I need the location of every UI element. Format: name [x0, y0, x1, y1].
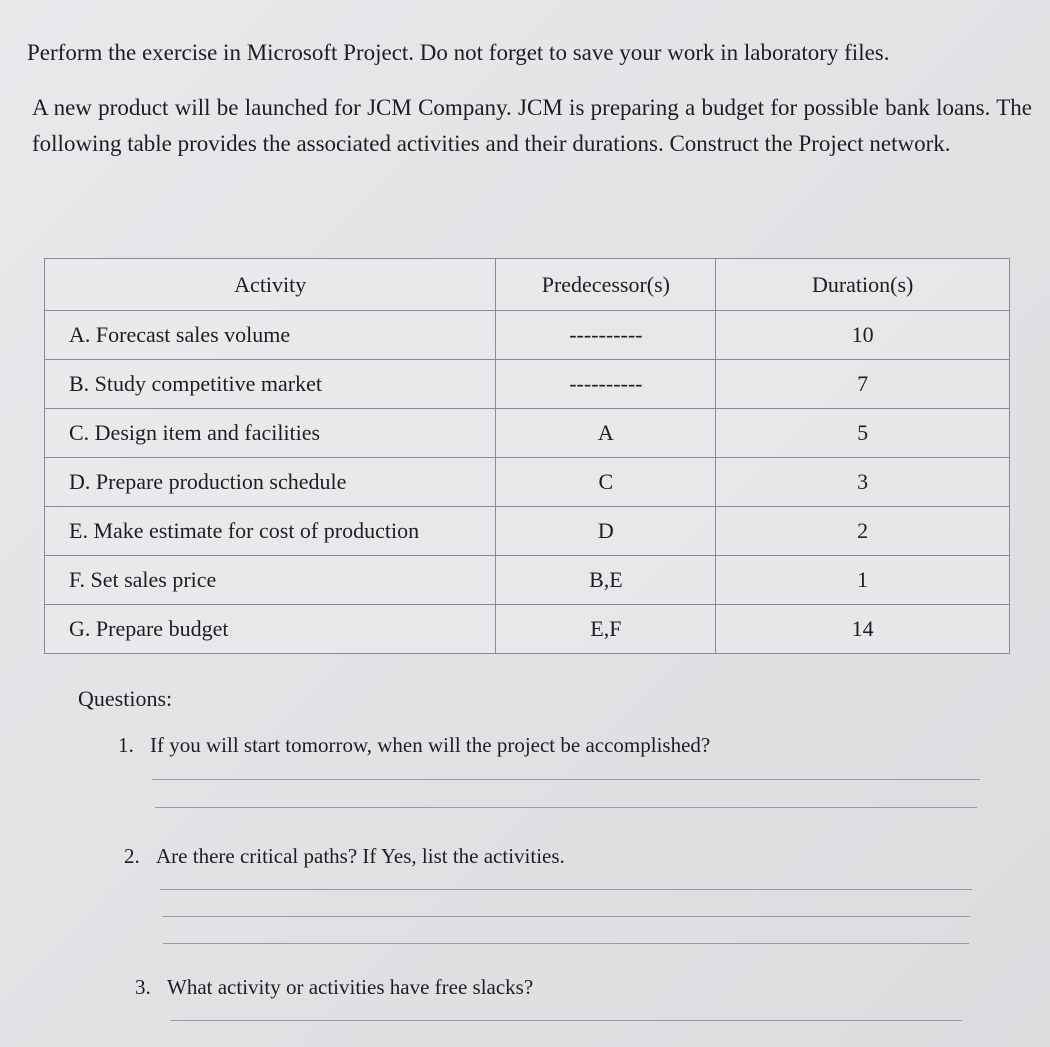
activity-cell: F. Set sales price	[45, 556, 496, 605]
table-row	[45, 409, 1010, 458]
table-row	[45, 458, 1010, 507]
duration-cell: 10	[716, 311, 1010, 360]
duration-cell: 14	[716, 605, 1010, 654]
duration-cell: 7	[716, 360, 1010, 409]
answer-line[interactable]	[152, 779, 980, 780]
predecessor-cell: C	[496, 458, 716, 507]
table-header-row	[45, 259, 1010, 311]
answer-line[interactable]	[160, 889, 972, 890]
table-row	[45, 605, 1010, 654]
activity-cell: E. Make estimate for cost of production	[45, 507, 496, 556]
predecessor-cell: A	[496, 409, 716, 458]
table-row	[45, 507, 1010, 556]
activity-cell: D. Prepare production schedule	[45, 458, 496, 507]
predecessor-cell: ----------	[496, 311, 716, 360]
table-row	[45, 360, 1010, 409]
table-row	[45, 556, 1010, 605]
question-text: What activity or activities have free slacks?	[167, 975, 534, 999]
predecessor-cell: ----------	[496, 360, 716, 409]
duration-cell: 2	[716, 507, 1010, 556]
activity-cell: C. Design item and facilities	[45, 409, 496, 458]
answer-line[interactable]	[155, 807, 977, 808]
answer-line[interactable]	[170, 1020, 962, 1021]
activity-cell: B. Study competitive market	[45, 360, 496, 409]
activity-cell: G. Prepare budget	[45, 605, 496, 654]
table-row	[45, 311, 1010, 360]
question-2	[124, 844, 565, 869]
answer-line[interactable]	[162, 916, 970, 917]
predecessor-cell: E,F	[496, 605, 716, 654]
question-number: 3.	[135, 975, 151, 999]
duration-cell: 5	[716, 409, 1010, 458]
question-text: Are there critical paths? If Yes, list the activities.	[156, 844, 565, 868]
questions-heading: Questions:	[78, 686, 173, 711]
duration-cell: 1	[716, 556, 1010, 605]
header-activity: Activity	[45, 259, 496, 311]
instruction-text: Perform the exercise in Microsoft Project. Do not forget to save your work in laboratory files.	[27, 40, 890, 65]
question-number: 2.	[124, 844, 140, 868]
problem-description: A new product will be launched for JCM Company. JCM is preparing a budget for possible bank loans. The following table provides the associated activities and their durations. Construct the Project network.	[32, 95, 1032, 156]
question-3	[135, 975, 533, 1000]
header-predecessors: Predecessor(s)	[496, 259, 716, 311]
predecessor-cell: D	[496, 507, 716, 556]
question-text: If you will start tomorrow, when will the project be accomplished?	[150, 733, 711, 757]
question-1	[118, 733, 710, 758]
question-number: 1.	[118, 733, 134, 757]
header-duration: Duration(s)	[716, 259, 1010, 311]
activity-cell: A. Forecast sales volume	[45, 311, 496, 360]
duration-cell: 3	[716, 458, 1010, 507]
answer-line[interactable]	[163, 943, 969, 944]
predecessor-cell: B,E	[496, 556, 716, 605]
activity-table	[44, 258, 1010, 654]
